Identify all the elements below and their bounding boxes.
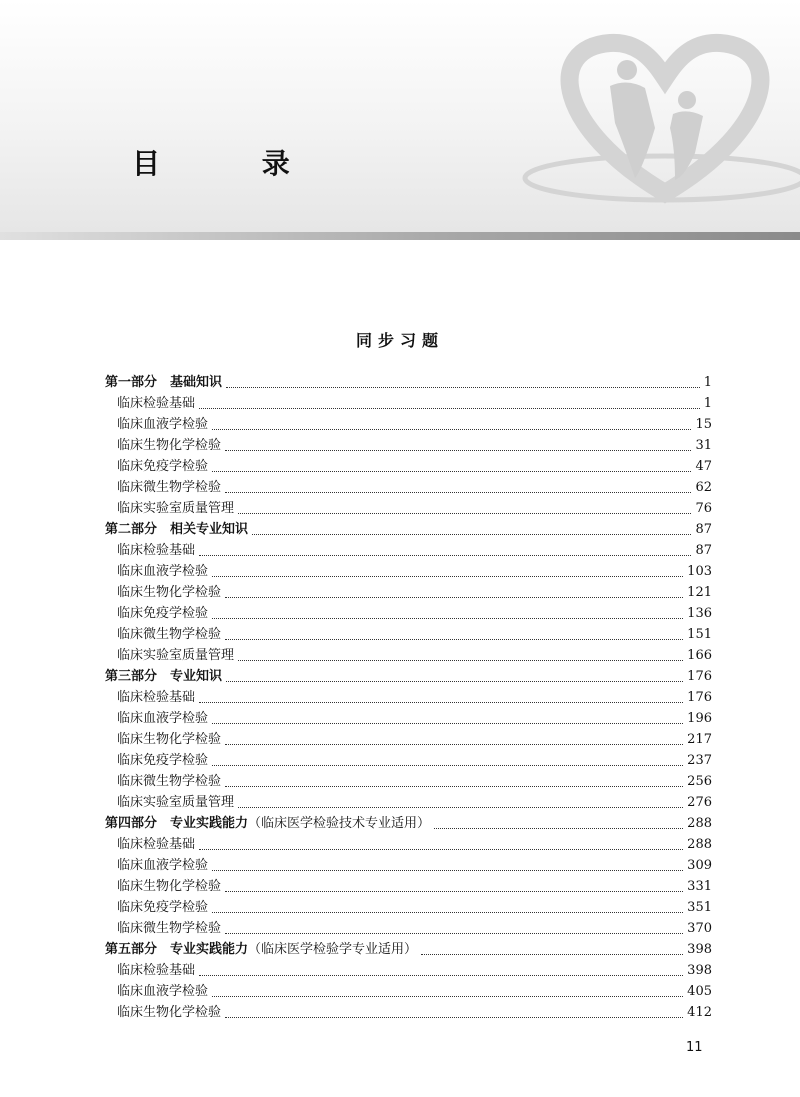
toc-chapter-row[interactable] xyxy=(105,393,712,414)
page-title: 目 录 xyxy=(132,147,336,180)
toc-chapter-row[interactable] xyxy=(105,981,712,1002)
dot-leader xyxy=(199,848,683,850)
toc-entry-label: 临床免疫学检验 xyxy=(117,900,209,915)
toc-chapter-row[interactable] xyxy=(105,456,712,477)
toc-page-number: 351 xyxy=(687,900,712,915)
toc-chapter-row[interactable] xyxy=(105,750,712,771)
toc-chapter-row[interactable] xyxy=(105,603,712,624)
toc-chapter-row[interactable] xyxy=(105,960,712,981)
dot-leader xyxy=(225,785,683,787)
toc-entry-label: 临床检验基础 xyxy=(117,963,196,978)
dot-leader xyxy=(238,659,683,661)
toc-page-number: 398 xyxy=(687,963,712,978)
dot-leader xyxy=(212,428,691,430)
toc-entry-label: 临床免疫学检验 xyxy=(117,753,209,768)
toc-page-number: 288 xyxy=(687,837,712,852)
toc-entry-label: 临床微生物学检验 xyxy=(117,627,222,642)
toc-page-number: 398 xyxy=(687,942,712,957)
toc-page-number: 176 xyxy=(687,669,712,684)
toc-entry-label: 临床免疫学检验 xyxy=(117,606,209,621)
dot-leader xyxy=(225,596,683,598)
toc-chapter-row[interactable] xyxy=(105,477,712,498)
toc-chapter-row[interactable] xyxy=(105,708,712,729)
toc-page-number: 288 xyxy=(687,816,712,831)
toc-chapter-row[interactable] xyxy=(105,792,712,813)
toc-page-number: 1 xyxy=(703,375,712,390)
dot-leader xyxy=(225,638,683,640)
dot-leader xyxy=(212,470,691,472)
toc-page-number: 62 xyxy=(695,480,712,495)
dot-leader xyxy=(199,407,700,409)
toc-entry-label: 临床检验基础 xyxy=(117,543,196,558)
dot-leader xyxy=(226,386,700,388)
toc-entry-label: 临床血液学检验 xyxy=(117,711,209,726)
toc-page-number: 1 xyxy=(703,396,712,411)
dot-leader xyxy=(199,974,683,976)
dot-leader xyxy=(421,953,683,955)
toc-page-number: 276 xyxy=(687,795,712,810)
section-title: 同步习题 xyxy=(355,331,444,350)
toc-entry-label: 第三部分 专业知识 xyxy=(105,669,223,684)
toc-part-row[interactable] xyxy=(105,666,712,687)
dot-leader xyxy=(212,764,683,766)
dot-leader xyxy=(225,449,691,451)
toc-entry-label: 临床血液学检验 xyxy=(117,984,209,999)
dot-leader xyxy=(212,617,683,619)
toc-page-number: 47 xyxy=(695,459,712,474)
toc-part-row[interactable] xyxy=(105,372,712,393)
toc-chapter-row[interactable] xyxy=(105,855,712,876)
dot-leader xyxy=(212,722,683,724)
toc-entry-label: 第五部分 专业实践能力 xyxy=(105,942,249,957)
toc-page-number: 151 xyxy=(687,627,712,642)
toc-chapter-row[interactable] xyxy=(105,1002,712,1023)
toc-entry-label: 临床实验室质量管理 xyxy=(117,648,235,663)
toc-chapter-row[interactable] xyxy=(105,561,712,582)
toc-page-number: 405 xyxy=(687,984,712,999)
toc-page-number: 237 xyxy=(687,753,712,768)
dot-leader xyxy=(212,869,683,871)
toc-page-number: 87 xyxy=(695,522,712,537)
toc-chapter-row[interactable] xyxy=(105,687,712,708)
toc-entry-label: 第四部分 专业实践能力 xyxy=(105,816,249,831)
toc-entry-note: （临床医学检验学专业适用） xyxy=(248,942,418,957)
toc-entry-label: 临床生物化学检验 xyxy=(117,879,222,894)
toc-page-number: 76 xyxy=(695,501,712,516)
toc-page-number: 15 xyxy=(695,417,712,432)
toc-entry-label: 临床生物化学检验 xyxy=(117,585,222,600)
dot-leader xyxy=(238,806,683,808)
dot-leader xyxy=(434,827,683,829)
toc-chapter-row[interactable] xyxy=(105,435,712,456)
toc-chapter-row[interactable] xyxy=(105,834,712,855)
toc-entry-label: 临床生物化学检验 xyxy=(117,1005,222,1020)
toc-page-number: 176 xyxy=(687,690,712,705)
toc-entry-label: 临床生物化学检验 xyxy=(117,732,222,747)
toc-page-number: 217 xyxy=(687,732,712,747)
dot-leader xyxy=(199,554,691,556)
dot-leader xyxy=(252,533,691,535)
toc-entry-label: 临床血液学检验 xyxy=(117,564,209,579)
dot-leader xyxy=(212,575,683,577)
dot-leader xyxy=(212,995,683,997)
toc-page-number: 309 xyxy=(687,858,712,873)
toc-entry-label: 临床实验室质量管理 xyxy=(117,795,235,810)
dot-leader xyxy=(226,680,683,682)
toc-chapter-row[interactable] xyxy=(105,414,712,435)
header-band xyxy=(0,0,800,232)
toc-entry-label: 临床实验室质量管理 xyxy=(117,501,235,516)
toc-entry-label: 第二部分 相关专业知识 xyxy=(105,522,249,537)
toc-entry-label: 临床血液学检验 xyxy=(117,858,209,873)
toc-page-number: 412 xyxy=(687,1005,712,1020)
toc-entry-label: 临床微生物学检验 xyxy=(117,774,222,789)
toc-page-number: 121 xyxy=(687,585,712,600)
toc-entry-label: 第一部分 基础知识 xyxy=(105,375,223,390)
dot-leader xyxy=(199,701,683,703)
toc-entry-note: （临床医学检验技术专业适用） xyxy=(248,816,431,831)
toc-chapter-row[interactable] xyxy=(105,897,712,918)
toc-chapter-row[interactable] xyxy=(105,624,712,645)
toc-chapter-row[interactable] xyxy=(105,729,712,750)
heart-figures-logo-icon xyxy=(515,28,800,208)
toc-entry-label: 临床检验基础 xyxy=(117,690,196,705)
toc-part-row[interactable] xyxy=(105,519,712,540)
dot-leader xyxy=(212,911,683,913)
toc-page-number: 370 xyxy=(687,921,712,936)
dot-leader xyxy=(225,932,683,934)
toc-chapter-row[interactable] xyxy=(105,540,712,561)
toc-entry-label: 临床检验基础 xyxy=(117,837,196,852)
toc-entry-label: 临床检验基础 xyxy=(117,396,196,411)
header-divider-bar xyxy=(0,232,800,240)
dot-leader xyxy=(225,1016,683,1018)
dot-leader xyxy=(238,512,691,514)
toc-part-row[interactable] xyxy=(105,939,712,960)
toc-page-number: 136 xyxy=(687,606,712,621)
toc-page-number: 31 xyxy=(695,438,712,453)
toc-entry-label: 临床微生物学检验 xyxy=(117,921,222,936)
toc-entry-label: 临床血液学检验 xyxy=(117,417,209,432)
toc-chapter-row[interactable] xyxy=(105,498,712,519)
toc-page-number: 196 xyxy=(687,711,712,726)
toc-entry-label: 临床微生物学检验 xyxy=(117,480,222,495)
toc-chapter-row[interactable] xyxy=(105,918,712,939)
toc-page-number: 256 xyxy=(687,774,712,789)
toc-page-number: 331 xyxy=(687,879,712,894)
toc-chapter-row[interactable] xyxy=(105,771,712,792)
toc-entry-label: 临床生物化学检验 xyxy=(117,438,222,453)
table-of-contents xyxy=(105,372,712,1023)
page-number: 11 xyxy=(686,1040,703,1055)
toc-chapter-row[interactable] xyxy=(105,876,712,897)
toc-page-number: 166 xyxy=(687,648,712,663)
toc-chapter-row[interactable] xyxy=(105,645,712,666)
toc-chapter-row[interactable] xyxy=(105,582,712,603)
toc-part-row[interactable] xyxy=(105,813,712,834)
toc-entry-label: 临床免疫学检验 xyxy=(117,459,209,474)
dot-leader xyxy=(225,491,691,493)
dot-leader xyxy=(225,890,683,892)
dot-leader xyxy=(225,743,683,745)
toc-page-number: 87 xyxy=(695,543,712,558)
toc-page-number: 103 xyxy=(687,564,712,579)
